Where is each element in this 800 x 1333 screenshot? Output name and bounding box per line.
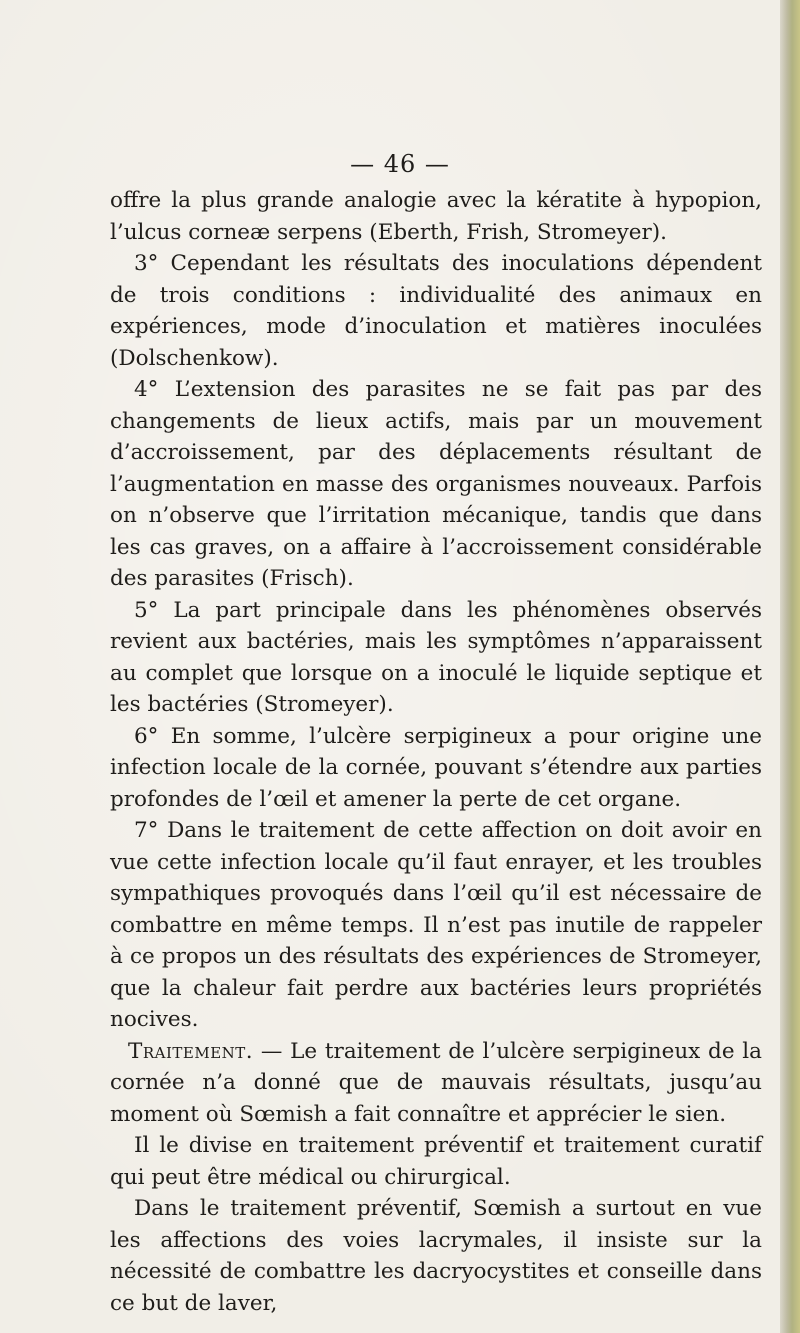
paragraph-3: 4° L’extension des parasites ne se fait pas par des changements de lieux actifs, mais par un mouvement d’accroissement, par des déplacements résultant de l’augmentation en masse des organismes nouveaux. Parfois on n’observe que l’irritation mécanique, tandis que dans les cas graves, on a affaire à l’accroissement considérable des parasites (Frisch). (110, 377, 762, 591)
paragraph-7-text: — Le traitement de l’ulcère serpigineux de la cornée n’a donné que de mauvais résultats, jusqu’au moment où Sœmish a fait connaître et apprécier le sien. (110, 1038, 762, 1127)
page-number: — 46 — (350, 150, 450, 178)
paragraph-2: 3° Cependant les résultats des inoculations dépendent de trois conditions : individualité des animaux en expériences, mode d’inoculation et matières inoculées (Dolschenkow). (110, 251, 762, 371)
paragraph-6: 7° Dans le traitement de cette affection on doit avoir en vue cette infection locale qu’il faut enrayer, et les troubles sympathiques provoqués dans l’œil qu’il est nécessaire de combattre en même temps. Il n’est pas inutile de rappeler à ce propos un des résultats des expériences de Stromeyer, que la chaleur fait perdre aux bactéries leurs propriétés nocives. (110, 818, 762, 1032)
body-text (110, 185, 762, 1319)
paragraph-9: Dans le traitement préventif, Sœmish a surtout en vue les affections des voies lacrymales, il insiste sur la nécessité de combattre les dacryocystites et conseille dans ce but de laver, (110, 1196, 762, 1316)
binding-edge (780, 0, 800, 1333)
paragraph-4: 5° La part principale dans les phénomènes observés revient aux bactéries, mais les symptômes n’apparaissent au complet que lorsque on a inoculé le liquide septique et les bactéries (Stromeyer). (110, 597, 762, 717)
paragraph-8: Il le divise en traitement préventif et traitement curatif qui peut être médical ou chirurgical. (110, 1133, 762, 1190)
paragraph-7 (110, 1036, 762, 1131)
section-heading: Traitement. (128, 1038, 254, 1064)
paragraph-5: 6° En somme, l’ulcère serpigineux a pour origine une infection locale de la cornée, pouvant s’étendre aux parties profondes de l’œil et amener la perte de cet organe. (110, 723, 762, 812)
paragraph-1: offre la plus grande analogie avec la kératite à hypopion, l’ulcus corneæ serpens (Eberth, Frish, Stromeyer). (110, 188, 762, 245)
